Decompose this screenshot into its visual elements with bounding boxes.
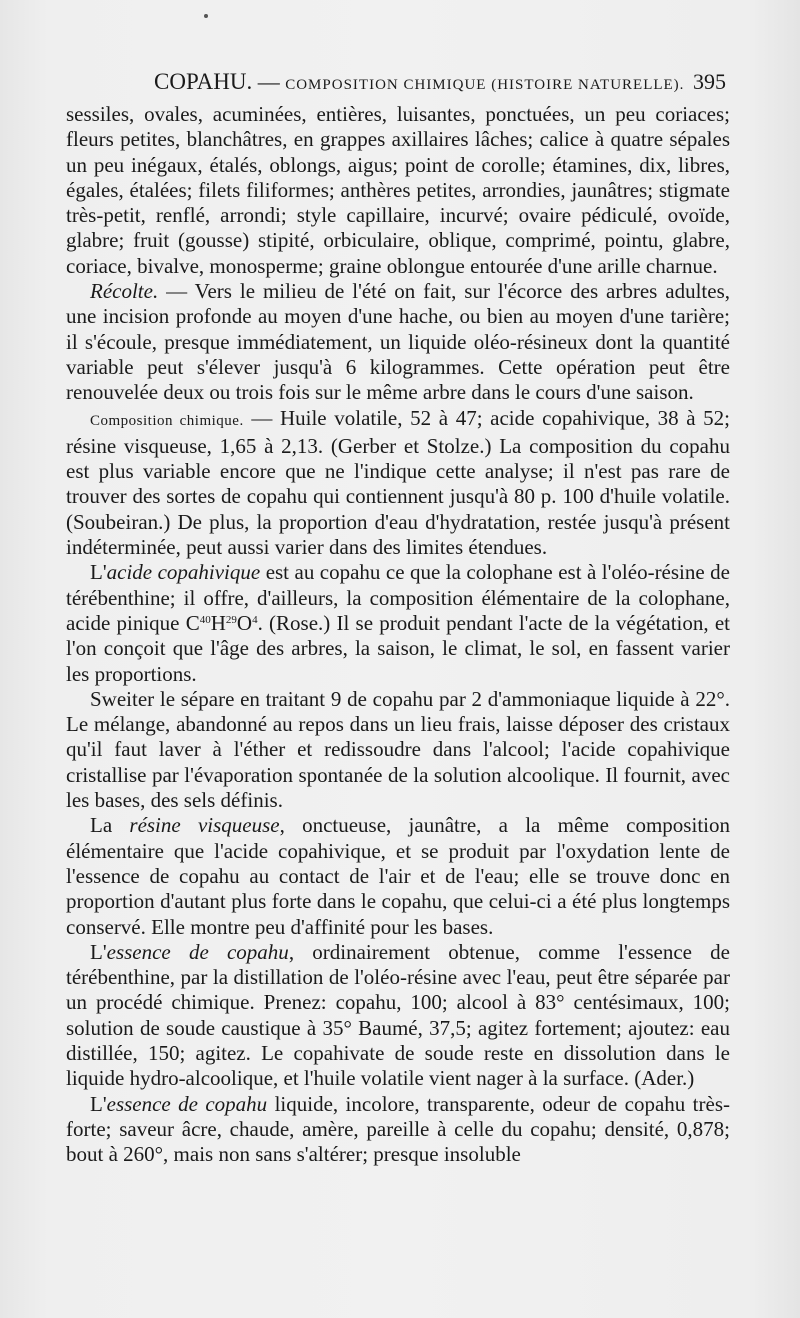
body-text — [66, 102, 730, 1167]
paragraph-sweiter — [66, 687, 730, 813]
term-acide-copahivique: acide copahivique — [106, 560, 261, 585]
formula-index-h: 29 — [225, 613, 237, 626]
header-title — [154, 66, 684, 101]
paragraph-text: est au copahu ce que la colophane est à l'oléo-résine de térébenthine; il offre, d'ailleurs, la composition élémentaire de la colophane, acide pinique C — [66, 560, 730, 635]
header-title-dash: — — [252, 69, 286, 94]
paragraph-acide-copahivique — [66, 560, 730, 686]
paragraph-text: , onctueuse, jaunâtre, a la même composition élémentaire que l'acide copahivique, et se produit par l'oxydation lente de l'essence de copahu au contact de l'air et de l'eau; elle se trouve donc en proportion d'autant plus forte dans le copahu, que celui-ci a été plus longtemps conservé. Elle montre peu d'affinité pour les bases. — [66, 813, 730, 939]
term-resine-visqueuse: résine visqueuse — [129, 813, 280, 838]
header-title-sub: COMPOSITION CHIMIQUE (HISTOIRE NATURELLE). — [285, 77, 685, 93]
ink-speck — [204, 14, 208, 18]
header-title-main: COPAHU. — [154, 69, 253, 94]
term-essence-de-copahu: essence de copahu — [106, 939, 289, 964]
paragraph-composition-chimique — [66, 406, 730, 561]
paragraph-recolte — [66, 279, 730, 405]
paragraph-essence-proprietes — [66, 1092, 730, 1168]
formula-index-c: 40 — [199, 613, 211, 626]
paragraph-text: — Huile volatile, 52 à 47; acide copahivique, 38 à 52; résine visqueuse, 1,65 à 2,13. (Gerber et Stolze.) La composition du copahu est plus variable encore que ne l'indique cette analyse; il n'est pas rare de trouver des sortes de copahu qui contiennent jusqu'à 80 p. 100 d'huile volatile. (Soubeiran.) De plus, la proportion d'eau d'hydratation, restée jusqu'à présent indéterminée, peut aussi varier dans des limites étendues. — [66, 405, 730, 560]
term-essence-de-copahu: essence de copahu — [106, 1091, 268, 1116]
paragraph-text: Sweiter le sépare en traitant 9 de copahu par 2 d'ammoniaque liquide à 22°. Le mélange, abandonné au repos dans un lieu frais, laisse déposer des cristaux qu'il faut laver à l'éther et redissoudre dans l'alcool; l'acide copahivique cristallise par l'évaporation spontanée de la solution alcoolique. Il fournit, avec les bases, des sels définis. — [66, 686, 730, 813]
paragraph-text: liquide, incolore, transparente, odeur de copahu très-forte; saveur âcre, chaude, amère, pareille à celle du copahu; densité, 0,878; bout à 260°, mais non sans s'altérer; presque insoluble — [66, 1091, 730, 1167]
paragraph-essence-obtention — [66, 940, 730, 1092]
running-header — [66, 66, 730, 98]
lead-article: L' — [90, 560, 107, 585]
paragraph-text: . (Rose.) Il se produit pendant l'acte de la végétation, et l'on conçoit que l'âge des arbres, la saison, le climat, le sol, en fassent varier les proportions. — [66, 610, 730, 686]
paragraph-description-continued — [66, 102, 730, 279]
paragraph-text: — Vers le milieu de l'été on fait, sur l'écorce des arbres adultes, une incision profonde au moyen d'une hache, ou bien au moyen d'une tarière; il s'écoule, presque immédiatement, un liquide oléo-résineux dont la quantité variable peut s'élever jusqu'à 6 kilogrammes. Cette opération peut être renouvelée deux ou trois fois sur le même arbre dans le cours d'une saison. — [66, 279, 730, 405]
paragraph-text: , ordinairement obtenue, comme l'essence de térébenthine, par la distillation de l'oléo-résine avec l'eau, peut être séparée par un procédé chimique. Prenez: copahu, 100; alcool à 83° centésimaux, 100; solution de soude caustique à 35° Baumé, 37,5; agitez fortement; ajoutez: eau distillée, 150; agitez. Le copahivate de soude reste en dissolution dans le liquide hydro-alcoolique, et l'huile volatile vient nager à la surface. (Ader.) — [66, 939, 730, 1091]
section-label-composition: Composition chimique. — [90, 412, 244, 429]
lead-article: L' — [90, 1091, 107, 1116]
lead-article: L' — [90, 939, 107, 964]
formula-o: O — [236, 610, 253, 635]
page-number: 395 — [693, 69, 726, 94]
lead-article: La — [90, 813, 130, 838]
formula-index-o: 4 — [252, 613, 258, 626]
paragraph-resine-visqueuse — [66, 813, 730, 939]
section-label-recolte: Récolte. — [90, 279, 159, 304]
formula-h: H — [210, 610, 226, 635]
paragraph-text: sessiles, ovales, acuminées, entières, luisantes, ponctuées, un peu coriaces; fleurs petites, blanchâtres, en grappes axillaires lâches; calice à quatre sépales un peu inégaux, étalés, oblongs, aigus; point de corolle; étamines, dix, libres, égales, étalées; filets filiformes; anthères petites, arrondies, jaunâtres; stigmate très-petit, renflé, arrondi; style capillaire, incurvé; ovaire pédiculé, ovoïde, glabre; fruit (gousse) stipité, orbiculaire, oblique, comprimé, pointu, glabre, coriace, bivalve, monosperme; graine oblongue entourée d'une arille charnue. — [66, 102, 730, 278]
